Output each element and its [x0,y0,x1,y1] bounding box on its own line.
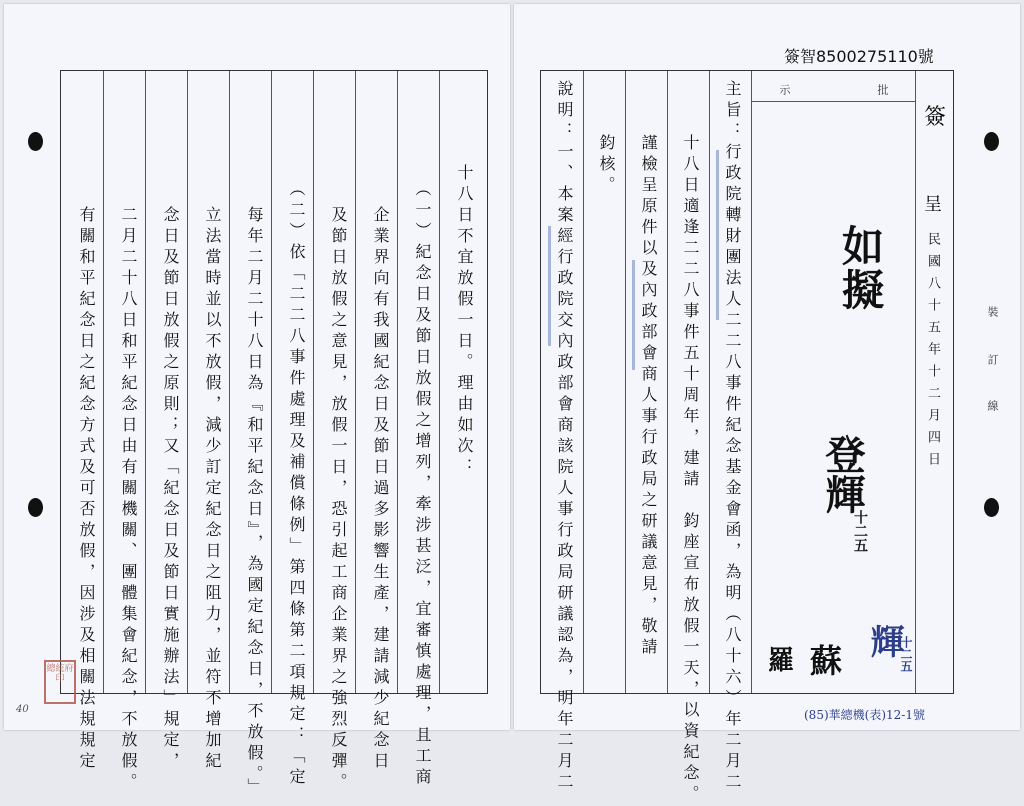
left-margin-number: 40 [16,704,29,715]
handwritten-signature-main-date: 十二五 [852,510,868,552]
handwritten-signature-2: 羅 [768,646,795,676]
left-col-6: 每年二月二十八日為『和平紀念日』，為國定紀念日，不放假。」 [245,206,264,799]
punch-hole-top-right [984,132,999,151]
date-text: 民國八十五年十二月四日 [925,232,940,474]
submit-label: 呈 [924,194,942,215]
left-col-4: 及節日放假之意見，放假一日，恐引起工商企業界之強烈反彈。 [329,206,348,794]
punch-hole-bottom-right [984,498,999,517]
handwritten-signature-4-date: 十二五 [899,636,913,672]
punch-hole-bottom [28,498,43,517]
handwritten-approval: 如擬 [836,224,885,312]
handwritten-signature-3: 蘇 [810,642,843,680]
sign-label: 簽 [924,105,947,130]
highlight-mark [632,260,635,370]
left-col-1: 十八日不宜放假一日。理由如次： [455,164,474,479]
right-col-3: 謹檢呈原件以及內政部會商人事行政局之研議意見，敬請 [639,134,658,659]
highlight-mark [716,150,719,320]
right-page [514,4,1020,806]
left-col-2: （一）紀念日及節日放假之增列，牽涉甚泛，宜審慎處理，且工商 [413,180,432,789]
highlight-mark [548,226,551,346]
form-code: (85)華總機(表)12-1號 [804,708,925,722]
handwritten-signature-4: 輝 [864,624,904,658]
seal-stamp [44,660,76,704]
left-col-10: 有關和平紀念日之紀念方式及可否放假，因涉及相關法規規定 [77,206,96,773]
punch-hole-top [28,132,43,151]
approval-header-right: 批 [876,84,889,104]
document-number: 簽智8500275110號 [784,47,934,66]
binding-mark-2: 訂 [986,354,999,374]
left-col-7: 立法當時並以不放假，減少訂定紀念日之阻力，並符不增加紀 [203,206,222,773]
left-col-5: （二）依「二二八事件處理及補償條例」第四條第二項規定：「定 [287,180,306,789]
left-page [4,4,510,799]
approval-header-left: 示 [778,84,791,104]
binding-mark-3: 線 [986,400,999,420]
seal-stamp-text: 總統府印 [46,664,74,684]
right-col-2: 十八日適逢二二八事件五十周年，建請 鈞座宣布放假一天，以資紀念。 [681,134,700,806]
right-col-1: 主旨：行政院轉財團法人二二八事件紀念基金會函，為明（八十六）年二月二 [723,80,742,794]
right-col-4: 鈞核。 [597,134,616,197]
left-col-3: 企業界向有我國紀念日及節日過多影響生產，建請減少紀念日 [371,206,390,773]
binding-mark-1: 裝 [986,306,999,326]
left-col-9: 二月二十八日和平紀念日由有關機關、團體集會紀念，不放假。 [119,206,138,794]
handwritten-signature-main: 登輝 [819,434,866,514]
right-col-6: 說明：一、本案經行政院交內政部會商該院人事行政局研議認為，明年二月二 [555,80,574,794]
left-col-8: 念日及節日放假之原則；又「紀念日及節日實施辦法」規定， [161,206,180,773]
